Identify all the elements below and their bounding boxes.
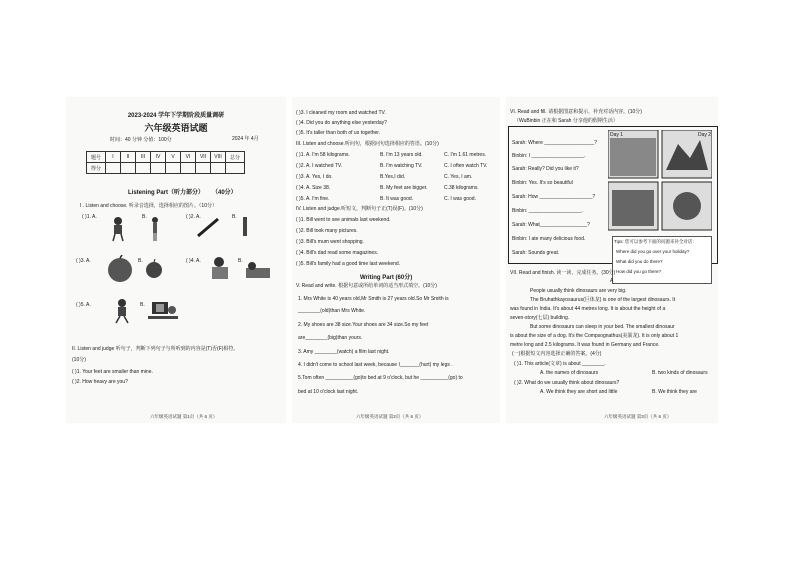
passage-line-7: metre long and 2.5 kilograms. It was found in Germany and France.: [510, 342, 660, 348]
q5-option-a-label: ( )5. A.: [76, 302, 91, 308]
day-1-label: Day 1: [610, 132, 624, 138]
score-cell: VIII: [211, 152, 226, 163]
exam-year-title: 2023-2024 学年下学期阶段质量调研: [127, 113, 225, 119]
day-2-label: Day 2: [698, 132, 712, 138]
s5-line-1: 1. Mrs White is 40 years old,Mr Smith is 27 years old.So Mr Smith is: [298, 296, 449, 302]
score-cell: 题号: [87, 152, 106, 163]
s3-row-4-c: C.38 kilograms.: [444, 185, 479, 191]
s2-item-1: ( )1. Your feet are smaller than mine.: [72, 369, 153, 375]
section-2-heading: II. Listen and judge 听句子，判断下列句子与所听到的内容是(T)否(F)相符。: [72, 346, 239, 352]
q5-option-b-label: B.: [140, 302, 145, 308]
score-cell: II: [121, 152, 136, 163]
dialog-line-9: Sarah: Sounds great.: [512, 250, 560, 256]
question-1-option-a: A. the names of dinosaurs: [540, 370, 599, 376]
score-cell: VII: [196, 152, 211, 163]
passage-line-6: is about the size of a dog. It's the Compsognathus(美颌龙). It is only about 1: [510, 333, 679, 339]
s5-line-4: are________(big)than yours.: [298, 335, 363, 341]
s3-row-4-a: ( )4. A. Size 38.: [296, 185, 331, 191]
section-2-points: (10分): [72, 357, 86, 363]
boy-crying-picture: [108, 216, 128, 242]
question-2-option-a: A. We think they are short and little: [540, 389, 618, 395]
dialog-line-4: Binbin: Yes. It's so beautiful: [512, 180, 573, 186]
section-5-heading: V. Read and write. 根据句意或所给单词的适当形式填空。(10分): [296, 283, 437, 289]
girl-reading-picture: [206, 255, 234, 281]
dialog-line-1: Sarah: Where __________________?: [512, 140, 598, 146]
p2-top-item-3: ( )3. I cleaned my room and watched TV.: [296, 110, 386, 116]
q1-option-b-label: B.: [142, 214, 147, 220]
passage-label: A: [610, 278, 614, 284]
s3-row-2-b: B. I'm watching TV.: [380, 163, 423, 169]
page-1-footer: 六年级英语试题 第1页（共 6 页）: [150, 414, 218, 419]
passage-line-5: But some dinosaurs can sleep in your bed. The smallest dinosaur: [530, 324, 675, 330]
exam-date: 2024 年 4月: [232, 136, 259, 142]
dialog-line-5: Sarah: How ___________________?: [512, 194, 596, 200]
s3-row-1-b: B. I'm 13 years old.: [380, 152, 423, 158]
p2-top-item-4: ( )4. Did you do anything else yesterday?: [296, 120, 387, 126]
passage-line-2: The Bruhathkayosaurus(巨体龙) is one of the largest dinosaurs. It: [530, 297, 676, 303]
q3-option-a-label: ( )3. A.: [76, 258, 91, 264]
pen-picture: [240, 216, 250, 238]
q4-option-b-label: B.: [238, 258, 243, 264]
big-apple-picture: [106, 255, 134, 283]
score-cell: IV: [151, 152, 166, 163]
question-2: ( )2. What do we usually think about dinosaurs?: [514, 380, 620, 386]
dialog-line-7: Sarah: What_________________?: [512, 222, 590, 228]
s4-item-3: ( )3. Bill's mum went shopping.: [296, 239, 364, 245]
s3-row-2-a: ( )2. A. I watched TV.: [296, 163, 343, 169]
questions-heading: (一)根据短文内容选择正确的答案。(4分): [512, 351, 602, 357]
q2-option-b-label: B.: [232, 214, 237, 220]
passage-line-3: was found in India. It's about 44 metres long. It is about the height of a: [510, 306, 666, 312]
child-sleeping-picture: [244, 256, 272, 280]
listening-part-title: Listening Part（听力部分）: [128, 190, 205, 196]
s3-row-1-a: ( )1. A. I'm 58 kilograms.: [296, 152, 350, 158]
holiday-pictures: [608, 130, 712, 232]
s2-item-2: ( )2. How heavy are you?: [72, 379, 128, 385]
tips-line-4: How did you go there?: [616, 269, 662, 274]
q4-option-a-label: ( )4. A.: [186, 258, 201, 264]
s5-line-6: 4. I didn't come to school last week, because I_______(hurt) my legs .: [298, 362, 453, 368]
q3-option-b-label: B.: [138, 258, 143, 264]
s4-item-2: ( )2. Bill took many pictures.: [296, 228, 358, 234]
question-1-option-b: B. two kinds of dinosaurs: [652, 370, 708, 376]
tips-line-2: Where did you go over your holiday?: [616, 249, 690, 254]
s4-item-5: ( )5. Bill's family had a good time last weekend.: [296, 261, 401, 267]
exam-time-score: 时间：40 分钟 分值：100分: [110, 137, 172, 143]
q1-option-a-label: ( )1. A.: [82, 214, 97, 220]
small-apple-picture: [144, 258, 164, 280]
dialog-line-8: Binbin: I ate many delicious food.: [512, 236, 586, 242]
s3-row-3-a: ( )3. A. Yes, I do.: [296, 174, 333, 180]
computer-desk-picture: [148, 300, 178, 326]
p2-top-item-5: ( )5. It's taller than both of us together.: [296, 130, 381, 136]
writing-part-title: Writing Part (60分): [360, 275, 413, 281]
s3-row-5-c: C. I was good.: [444, 196, 476, 202]
score-cell: I: [106, 152, 121, 163]
s5-line-3: 2. My shoes are 38 size.Your shoes are 34 size.So my feet: [298, 322, 429, 328]
s3-row-4-b: B. My feet are bigger.: [380, 185, 428, 191]
s3-row-5-a: ( )5. A. I'm fine.: [296, 196, 330, 202]
tips-line-3: What did you do there?: [616, 259, 663, 264]
q2-option-a-label: ( )2. A.: [186, 214, 201, 220]
passage-line-4: seven-story(七层) building.: [510, 315, 570, 321]
passage-line-1: People usually think dinosaurs are very big.: [530, 288, 627, 294]
s3-row-3-c: C. Yes, I am.: [444, 174, 473, 180]
section-1-heading: I . Listen and choose. 听录音选择，选择相应的图片。（10分）: [80, 203, 217, 209]
page-2-footer: 六年级英语试题 第2页（共 6 页）: [356, 414, 424, 419]
score-cell: VI: [181, 152, 196, 163]
score-cell: V: [166, 152, 181, 163]
score-cell: 总分: [226, 152, 245, 163]
page-3-footer: 六年级英语试题 第3页（共 6 页）: [604, 414, 672, 419]
dialog-line-2: Binbin: I ___________________.: [512, 153, 586, 159]
s4-item-4: ( )4. Bill's dad read some magazines.: [296, 250, 379, 256]
s5-line-2: ________(old)than Mrs White.: [298, 308, 366, 314]
section-6-heading: VI. Read and fill. 请根据图意和提示，补充对话内容。(10分): [510, 109, 642, 115]
s3-row-2-c: C. I often watch TV.: [444, 163, 488, 169]
s3-row-3-b: B.Yes,I did.: [380, 174, 406, 180]
boy-standing-picture: [150, 216, 160, 242]
tips-line-1: Tips: 您可以参考下面的问题来补全对话：: [614, 239, 697, 244]
s5-line-8: bed at 10 o'clock last night.: [298, 389, 359, 395]
person-walking-picture: [110, 298, 134, 324]
score-cell: III: [136, 152, 151, 163]
question-2-option-b: B. We think they are: [652, 389, 697, 395]
s4-item-1: ( )1. Bill went to see animals last weekend.: [296, 217, 391, 223]
question-1: ( )1. This article(文章) is about ________.: [514, 361, 606, 367]
score-cell: 得分: [87, 163, 106, 174]
score-table: [86, 151, 245, 174]
s5-line-5: 3. Amy ________(watch) a film last night.: [298, 349, 390, 355]
s5-line-7: 5.Tom often __________(go)to bed at 9 o'clock, but he __________(go) to: [298, 375, 463, 381]
dialog-line-6: Binbin: ___________________.: [512, 208, 583, 214]
section-7-heading: VII. Read and finish. 读一读，完成任务。(30分): [510, 270, 616, 276]
section-6-subheading: （WuBinbin 正在和 Sarah 分享他的假期生活）: [514, 118, 618, 124]
dialog-line-3: Sarah: Really? Did you like it?: [512, 166, 579, 172]
s3-row-5-b: B. It was good.: [380, 196, 414, 202]
section-3-heading: III. Listen and choose.听问句，根据问句选择相应的答语。(10分): [296, 141, 439, 147]
pencil-picture: [196, 216, 220, 238]
listening-part-points: （40分）: [212, 190, 237, 196]
exam-main-title: 六年级英语试题: [144, 123, 208, 133]
s3-row-1-c: C. I'm 1.61 metres.: [444, 152, 487, 158]
section-4-heading: IV. Listen and judge.听短文，判断句子正(T)误(F)。(10分): [296, 206, 423, 212]
